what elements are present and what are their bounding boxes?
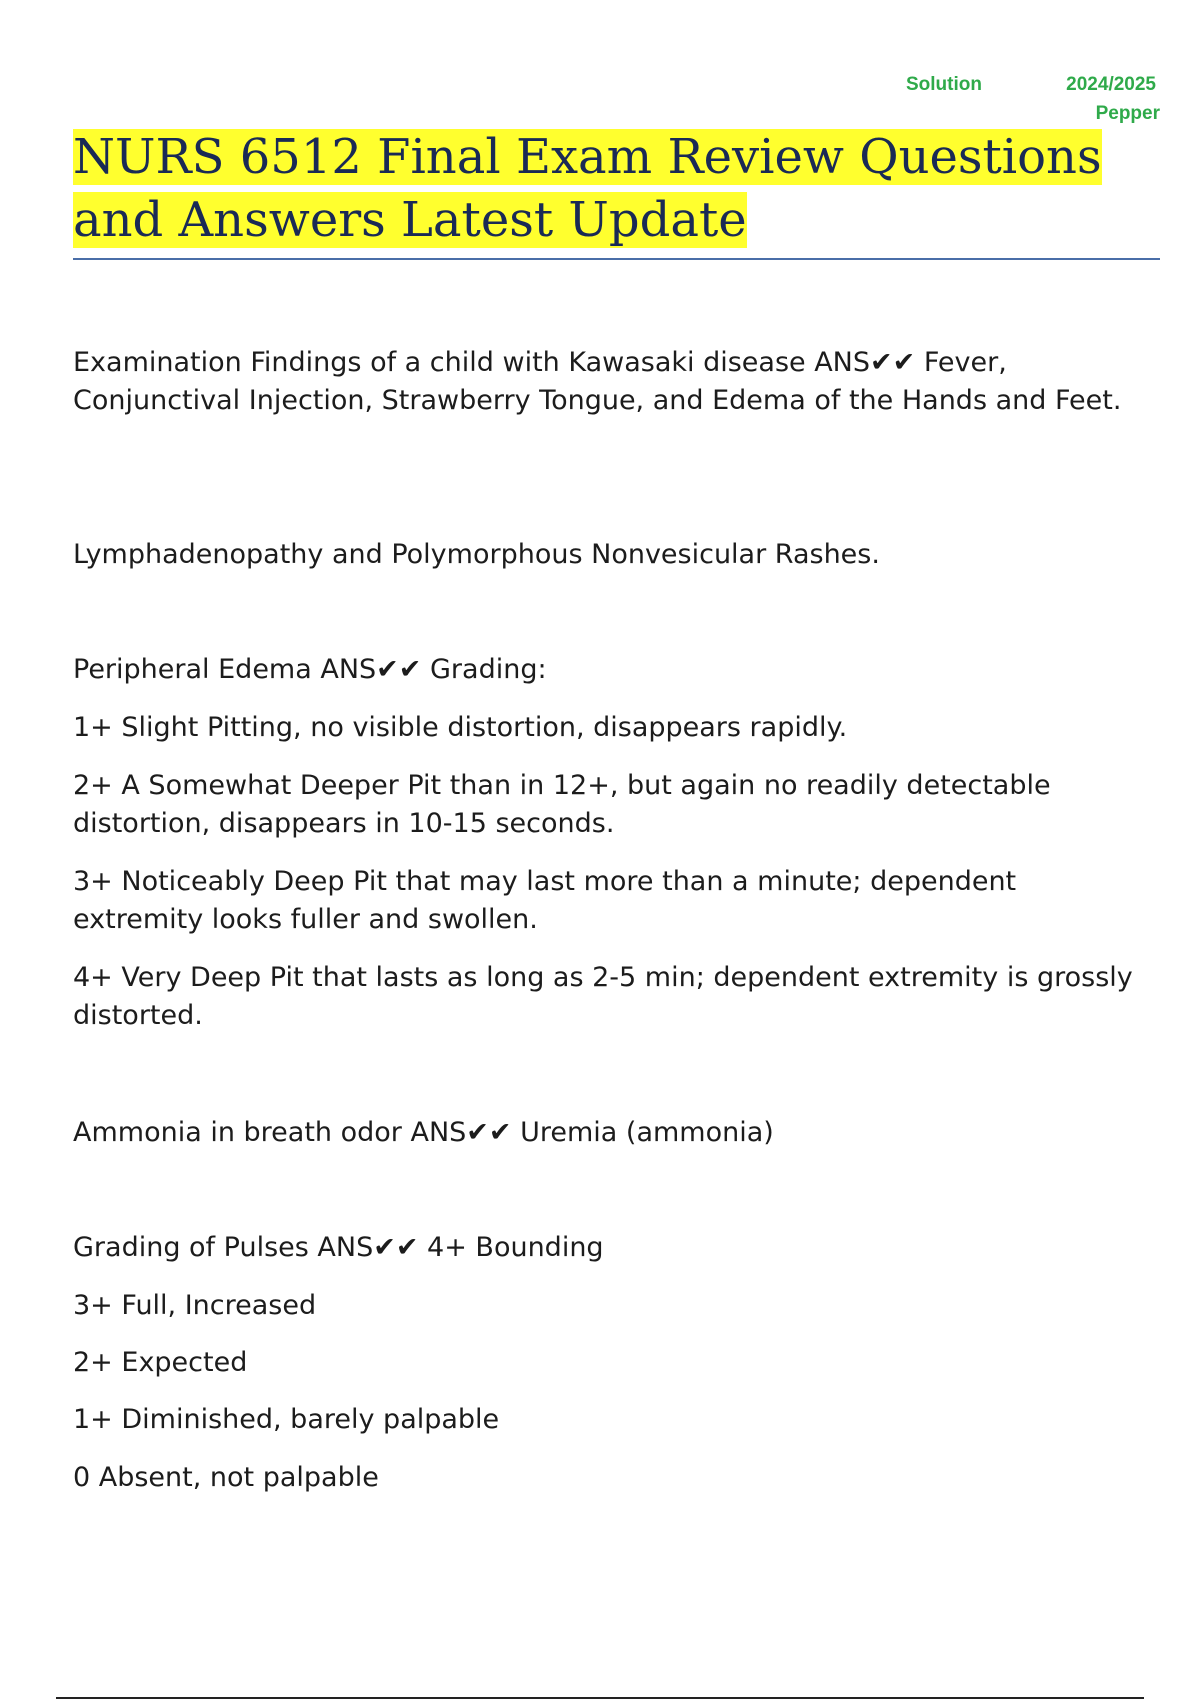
page-title-text: NURS 6512 Final Exam Review Questions and Answers Latest Update bbox=[73, 129, 1102, 248]
paragraph-lymphadenopathy: Lymphadenopathy and Polymorphous Nonvesicular Rashes. bbox=[73, 539, 880, 570]
header-solution-label: Solution bbox=[906, 74, 982, 95]
header-author-label: Pepper bbox=[1095, 103, 1160, 124]
paragraph-pulse-grade-0: 0 Absent, not palpable bbox=[73, 1462, 379, 1493]
paragraph-peripheral-edema: Peripheral Edema ANS✔✔ Grading: bbox=[73, 654, 547, 685]
page-title bbox=[73, 126, 1153, 252]
paragraph-pulse-grade-2: 2+ Expected bbox=[73, 1347, 248, 1378]
paragraph-ammonia-breath: Ammonia in breath odor ANS✔✔ Uremia (ammonia) bbox=[73, 1117, 774, 1148]
header-year-label: 2024/2025 bbox=[1066, 74, 1156, 95]
paragraph-edema-grade-2: 2+ A Somewhat Deeper Pit than in 12+, but again no readily detectable distortion, disappears in 10-15 seconds. bbox=[73, 770, 1051, 839]
paragraph-pulse-grade-1: 1+ Diminished, barely palpable bbox=[73, 1404, 500, 1435]
paragraph-grading-pulses: Grading of Pulses ANS✔✔ 4+ Bounding bbox=[73, 1232, 604, 1263]
title-divider bbox=[73, 258, 1160, 260]
paragraph-kawasaki: Examination Findings of a child with Kawasaki disease ANS✔✔ Fever, Conjunctival Injection, Strawberry Tongue, and Edema of the Hands and Feet. bbox=[73, 347, 1122, 416]
paragraph-edema-grade-3: 3+ Noticeably Deep Pit that may last more than a minute; dependent extremity looks fuller and swollen. bbox=[73, 866, 1017, 935]
paragraph-edema-grade-1: 1+ Slight Pitting, no visible distortion, disappears rapidly. bbox=[73, 712, 848, 743]
paragraph-edema-grade-4: 4+ Very Deep Pit that lasts as long as 2-5 min; dependent extremity is grossly distorted. bbox=[73, 962, 1133, 1031]
footer-divider bbox=[56, 1697, 1144, 1699]
paragraph-pulse-grade-3: 3+ Full, Increased bbox=[73, 1290, 317, 1321]
